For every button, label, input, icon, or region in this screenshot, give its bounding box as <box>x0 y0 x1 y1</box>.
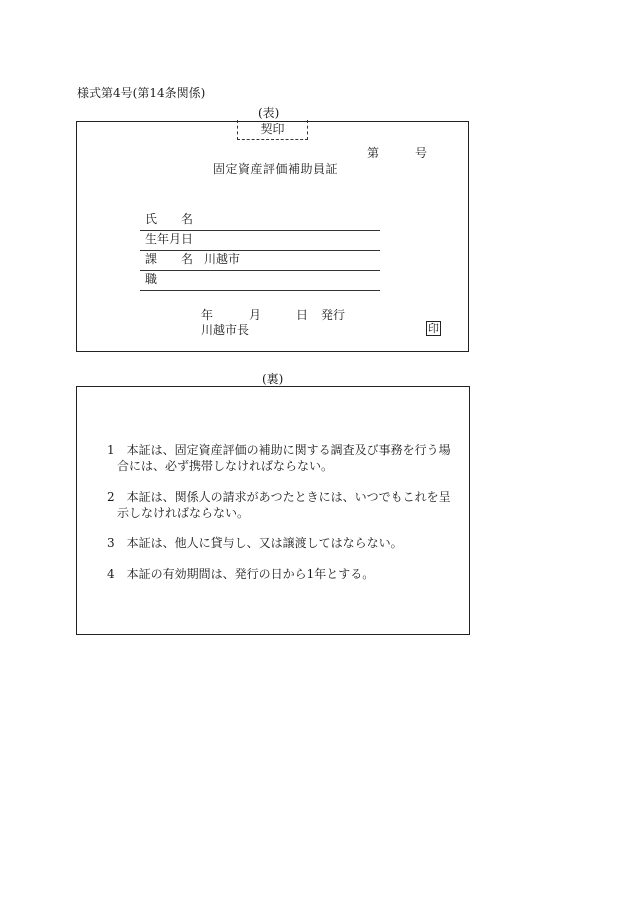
number-go-label: 号 <box>415 146 428 160</box>
seal-box: 契印 <box>237 120 308 140</box>
note-item <box>107 489 451 521</box>
field-value-department: 川越市 <box>204 252 241 266</box>
issue-year-label: 年 <box>201 308 214 322</box>
form-number: 様式第4号(第14条関係) <box>77 86 206 100</box>
note-line: 1 本証は、固定資産評価の補助に関する調査及び事務を行う場 <box>107 443 451 457</box>
card-title: 固定資産評価補助員証 <box>213 162 339 176</box>
field-label-birthdate: 生年月日 <box>145 232 194 246</box>
note-line: 4 本証の有効期間は、発行の日から1年とする。 <box>107 567 375 581</box>
field-row-department <box>140 250 380 271</box>
front-card <box>76 121 469 352</box>
field-row-position <box>140 270 380 291</box>
issue-day-label: 日 <box>296 308 309 322</box>
note-line-continuation: 合には、必ず携帯しなければならない。 <box>117 459 334 473</box>
back-card <box>76 386 470 635</box>
field-label-department: 課 名 <box>145 252 194 266</box>
note-item <box>107 535 403 551</box>
field-label-position: 職 <box>145 272 158 286</box>
field-row-name <box>140 210 380 231</box>
note-item <box>107 566 374 582</box>
note-line-continuation: 示しなければならない。 <box>117 506 250 520</box>
stamp-icon: 印 <box>428 322 439 335</box>
issue-label: 発行 <box>321 308 346 322</box>
issuer-name: 川越市長 <box>201 323 250 337</box>
note-line: 3 本証は、他人に貸与し、又は譲渡してはならない。 <box>107 536 403 550</box>
field-row-birthdate <box>140 230 380 251</box>
note-item <box>107 442 451 474</box>
issue-month-label: 月 <box>249 308 262 322</box>
back-side-label: (裏) <box>262 372 284 386</box>
field-label-name: 氏 名 <box>145 212 194 226</box>
note-line: 2 本証は、関係人の請求があつたときには、いつでもこれを呈 <box>107 490 451 504</box>
number-dai-label: 第 <box>367 146 380 160</box>
front-side-label: (表) <box>258 106 280 120</box>
